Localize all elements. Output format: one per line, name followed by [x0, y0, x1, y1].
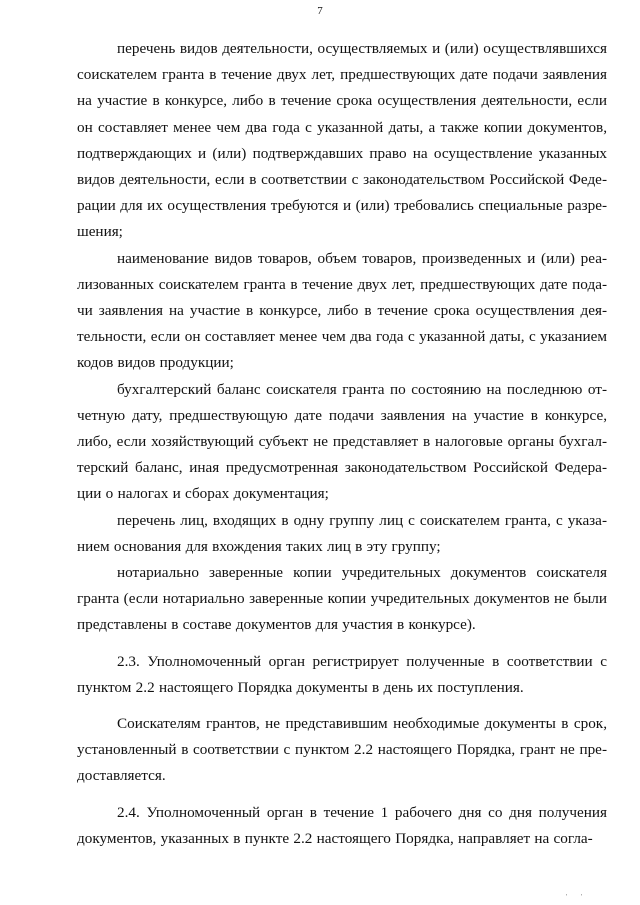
scan-corner-mark: ' ': [565, 893, 588, 901]
page-number: 7: [317, 5, 323, 17]
paragraph-goods-list: наименование видов товаров, объем товаров, произведенных и (или) реализованных соискателем гранта в течение двух лет, предшествующих дате подачи заявления на участие в конкурсе, либо в течение срока осуществления деятельности, если он составляет менее чем два года с указанной даты, с указанием кодов видов продукции;: [77, 249, 607, 372]
document-body: [77, 36, 607, 852]
paragraph-grant-refusal: Соискателям грантов, не представившим необходимые документы в срок, установленный в соответствии с пунктом 2.2 настоящего Порядка, грант не предоставляется.: [77, 715, 607, 785]
paragraph-2-4: 2.4. Уполномоченный орган в течение 1 рабочего дня со дня получения документов, указанных в пункте 2.2 настоящего Порядка, направляет на согла-: [77, 803, 607, 847]
paragraph-founding-documents: нотариально заверенные копии учредительных документов соискателя гранта (если нотариально заверенные копии учредительных документов не были представлены в составе документов для участия в конкурсе).: [77, 564, 607, 634]
paragraph-balance-sheet: бухгалтерский баланс соискателя гранта по состоянию на последнюю отчетную дату, предшествующую дате подачи заявления на участие в конкурсе, либо, если хозяйствующий субъект не представляет в налоговые органы бухгалтерский баланс, иная предусмотренная законодательством Российской Федерации о налогах и сборах документация;: [77, 380, 607, 503]
paragraph-group-of-persons: перечень лиц, входящих в одну группу лиц с соискателем гранта, с указанием основания для вхождения таких лиц в эту группу;: [77, 511, 607, 555]
paragraph-activities-list: перечень видов деятельности, осуществляемых и (или) осуществлявшихся соискателем гранта в течение двух лет, предшествующих дате подачи заявления на участие в конкурсе, либо в течение срока осуществления деятельности, если он составляет менее чем два года с указанной даты, а также копии документов, подтверждающих и (или) подтверждавших право на осуществление указанных видов деятельности, если в соответствии с законодательством Российской Федерации для их осуществления требуются и (или) требовались специальные разрешения;: [77, 40, 607, 241]
paragraph-2-3: 2.3. Уполномоченный орган регистрирует полученные в соответствии с пунктом 2.2 настоящего Порядка документы в день их поступления.: [77, 652, 607, 696]
